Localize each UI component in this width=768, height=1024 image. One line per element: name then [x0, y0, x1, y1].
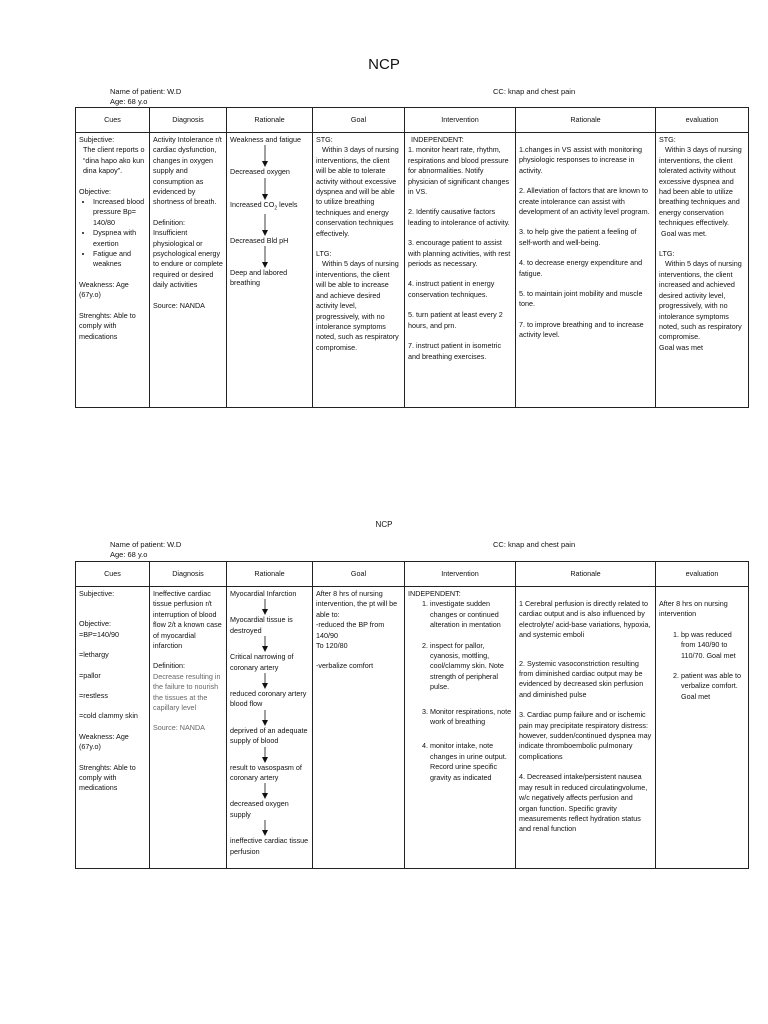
co2-suffix: levels — [279, 199, 298, 209]
flow-step: Critical narrowing of coronary artery — [230, 652, 294, 672]
eval-text: After 8 hrs on nursing intervention — [659, 599, 728, 619]
down-arrow-icon — [248, 246, 288, 268]
source-text: Source: NANDA — [153, 300, 205, 310]
eval-ltg-text: Within 5 days of nursing interventions, the client increased and achieved desired activity level, progressively, with no intolerance symptoms noted, such as respiratory compromise. — [659, 259, 742, 342]
rationale2-cell — [516, 587, 656, 869]
ltg-label: LTG: — [316, 249, 332, 259]
list-item: 2. patient was able to verbalize comfort. Goal met — [681, 671, 745, 702]
list-item: • Dyspnea with exertion — [93, 228, 146, 249]
header-goal: Goal — [313, 562, 405, 587]
eval-stg-label: STG: — [659, 135, 676, 144]
ncp-title-2: NCP — [375, 520, 393, 529]
rationale-item: 1 Cerebral perfusion is directly related to cardiac output and is also influenced by electrolyte/ acid-base variations, hypoxia, and systemic emboli — [519, 599, 651, 640]
rationale2-cell — [516, 133, 656, 408]
rationale-item: 1.changes in VS assist with monitoring physiologic responses to increase in activity. — [519, 145, 643, 175]
patient-age-2: Age: 68 y.o — [110, 550, 148, 559]
diagnosis-text: Activity Intolerance r/t cardiac dysfunction, changes in oxygen supply and consumption as evidenced by shortness of breath. — [153, 135, 222, 207]
flow-step: Myocardial tissue is destroyed — [230, 615, 293, 635]
header-cues: Cues — [76, 108, 150, 133]
diagnosis-cell — [150, 133, 227, 408]
definition-label: Definition: — [153, 661, 185, 671]
subjective-text: The client reports o “dina hapo ako kun dina kapoy”. — [83, 145, 145, 176]
chief-complaint-2: CC: knap and chest pain — [493, 540, 576, 549]
diagnosis-text: Ineffective cardiac tissue perfusion r/t interruption of blood flow 2/t a known case of myocardial infarction — [153, 589, 222, 651]
evaluation-cell — [656, 133, 749, 408]
subscript: 2 — [274, 205, 278, 212]
intervention-item: 2. Identify causative factors leading to intolerance of activity. — [408, 207, 510, 227]
table-row — [76, 587, 749, 869]
list-item: 1. investigate sudden changes or continued alteration in mentation — [430, 599, 512, 630]
definition-text: Insufficient physiological or psychological energy to endure or complete required or desired daily activities — [153, 228, 223, 290]
flow-step: Decreased oxygen — [230, 167, 290, 177]
list-item: 3. Monitor respirations, note work of breathing — [430, 707, 512, 728]
patient-name-2: Name of patient: W.D — [110, 540, 182, 549]
goal-line: -verbalize comfort — [316, 661, 374, 671]
eval-ltg-label: LTG: — [659, 249, 675, 259]
header-intervention: Intervention — [405, 562, 516, 587]
eval-ltg-met: Goal was met — [659, 342, 703, 352]
cue-item: =BP=140/90 — [79, 629, 119, 639]
flow-step: result to vasospasm of coronary artery — [230, 762, 302, 783]
intervention-item: 5. turn patient at least every 2 hours, and prn. — [408, 310, 503, 330]
flow-step: reduced coronary artery blood flow — [230, 689, 307, 709]
down-arrow-icon — [248, 747, 288, 763]
down-arrow-icon — [248, 599, 288, 615]
intervention-list — [408, 599, 512, 783]
intervention-item: 3. encourage patient to assist with planning activities, with rest periods as necessary. — [408, 238, 511, 269]
header-rationale-2: Rationale — [516, 108, 656, 133]
down-arrow-icon — [248, 783, 288, 799]
ncp-title-1: NCP — [368, 56, 400, 73]
patient-age-1: Age: 68 y.o — [110, 97, 148, 106]
flow-step — [230, 200, 309, 214]
goal-line: To 120/80 — [316, 641, 348, 651]
stg-text: Within 3 days of nursing interventions, the client will be able to tolerate activity without excessive dyspnea and will be able to utilize breathing techniques and energy conservation techniques effectively. — [316, 145, 399, 238]
ncp-table-1 — [75, 107, 749, 408]
subjective-label: Subjective: — [79, 135, 115, 144]
strengths-text: Strenghts: Able to comply with medications — [79, 762, 136, 793]
table-row — [76, 133, 749, 408]
intervention-cell — [405, 587, 516, 869]
header-evaluation: evaluation — [656, 108, 749, 133]
table-header-row — [76, 562, 749, 587]
objective-list — [79, 197, 146, 270]
down-arrow-icon — [248, 178, 288, 200]
diagnosis-cell — [150, 587, 227, 869]
intervention-item: 1. monitor heart rate, rhythm, respirations and blood pressure for abnormalities. Notify physician of significant changes in VS. — [408, 145, 510, 197]
list-item: 2. inspect for pallor, cyanosis, mottling, cool/clammy skin. Note strength of peripheral pulse. — [430, 641, 512, 693]
header-cues: Cues — [76, 562, 150, 587]
flow-step: Decreased Bld pH — [230, 235, 289, 245]
rationale-item: 2. Alleviation of factors that are known to create intolerance can assist with development of an activity level program. — [519, 186, 650, 217]
independent-label: INDEPENDENT: — [408, 589, 461, 598]
list-item: 4. monitor intake, note changes in urine output. Record urine specific gravity as indicated — [430, 741, 512, 783]
header-intervention: Intervention — [405, 108, 516, 133]
header-rationale: Rationale — [227, 108, 313, 133]
stg-label: STG: — [316, 135, 333, 144]
list-item: • Fatigue and weaknes — [93, 249, 146, 270]
down-arrow-icon — [248, 214, 288, 236]
eval-stg-text: Within 3 days of nursing interventions, the client tolerated activity without excessive dyspnea and had been able to utilize breathing techniques and energy conservation techniques effectively. — [659, 145, 742, 228]
goal-cell — [313, 133, 405, 408]
cue-item: =lethargy — [79, 650, 109, 660]
header-diagnosis: Diagnosis — [150, 108, 227, 133]
objective-label: Objective: — [79, 186, 111, 196]
rationale-item: 3. to help give the patient a feeling of self-worth and well-being. — [519, 227, 637, 247]
goal-cell — [313, 587, 405, 869]
flow-step: deprived of an adequate supply of blood — [230, 725, 308, 746]
cue-item: =pallor — [79, 670, 101, 680]
co2-text: Increased CO — [230, 199, 275, 209]
rationale-item: 3. Cardiac pump failure and or ischemic pain may precipitate respiratory distress: however, sudden/continued dyspnea may indicate thromboembolic pulmonary complications — [519, 710, 652, 761]
flow-step: ineffective cardiac tissue perfusion — [230, 836, 309, 856]
rationale-item: 7. to improve breathing and to increase activity level. — [519, 319, 644, 340]
ltg-text: Within 5 days of nursing interventions, the client will be able to increase and achieve desired activity level, progressively, with no intolerance symptoms noted, such as respiratory compromise. — [316, 259, 399, 352]
rationale-item: 5. to maintain joint mobility and muscle tone. — [519, 289, 643, 309]
independent-label: INDEPENDENT: — [411, 135, 464, 144]
flow-step: Weakness and fatigue — [230, 135, 301, 144]
rationale-item: 4. Decreased intake/persistent nausea may result in reduced circulatingvolume, w/c negatively affects perfusion and organ function. Specific gravity measurements reflect hydration status and renal function — [519, 772, 648, 834]
definition-label: Definition: — [153, 217, 185, 227]
flow-step: Deep and labored breathing — [230, 268, 288, 288]
cues-cell — [76, 133, 150, 408]
cue-item: =restless — [79, 691, 108, 701]
down-arrow-icon — [248, 145, 288, 167]
cues-cell — [76, 587, 150, 869]
header-evaluation: evaluation — [656, 562, 749, 587]
chief-complaint-1: CC: knap and chest pain — [493, 87, 576, 96]
intervention-item: 7. instruct patient in isometric and breathing exercises. — [408, 341, 502, 361]
flow-step: Myocardial Infarction — [230, 589, 297, 598]
goal-line: -reduced the BP from 140/90 — [316, 620, 385, 640]
evaluation-list — [659, 630, 745, 702]
header-goal: Goal — [313, 108, 405, 133]
ncp-table-2 — [75, 561, 749, 869]
list-item: 1. bp was reduced from 140/90 to 110/70. Goal met — [681, 630, 745, 661]
down-arrow-icon — [248, 820, 288, 836]
header-rationale: Rationale — [227, 562, 313, 587]
goal-text: After 8 hrs of nursing intervention, the pt will be able to: — [316, 589, 398, 619]
rationale-item: 4. to decrease energy expenditure and fatigue. — [519, 258, 643, 278]
down-arrow-icon — [248, 673, 288, 689]
down-arrow-icon — [248, 710, 288, 726]
header-diagnosis: Diagnosis — [150, 562, 227, 587]
rationale-flow-cell — [227, 133, 313, 408]
flow-step: decreased oxygen supply — [230, 799, 289, 819]
rationale-flow-cell — [227, 587, 313, 869]
rationale-item: 2. Systemic vasoconstriction resulting from diminished cardiac output may be evidenced by decreased skin perfusion and diminished pulse — [519, 658, 644, 699]
header-rationale-2: Rationale — [516, 562, 656, 587]
eval-stg-met: Goal was met. — [661, 228, 707, 238]
down-arrow-icon — [248, 636, 288, 652]
evaluation-cell — [656, 587, 749, 869]
table-header-row — [76, 108, 749, 133]
patient-name-1: Name of patient: W.D — [110, 87, 182, 96]
objective-label: Objective: — [79, 619, 111, 629]
strengths-text: Strenghts: Able to comply with medications — [79, 310, 136, 341]
list-item: • Increased blood pressure Bp= 140/80 — [93, 197, 146, 228]
subjective-label: Subjective: — [79, 589, 115, 598]
cue-item: =cold clammy skin — [79, 711, 138, 721]
source-text: Source: NANDA — [153, 723, 205, 733]
weakness-text: Weakness: Age (67y.o) — [79, 731, 129, 752]
intervention-cell — [405, 133, 516, 408]
intervention-item: 4. instruct patient in energy conservation techniques. — [408, 279, 495, 299]
definition-text: Decrease resulting in the failure to nourish the tissues at the capillary level — [153, 671, 221, 713]
weakness-text: Weakness: Age (67y.o) — [79, 279, 129, 300]
